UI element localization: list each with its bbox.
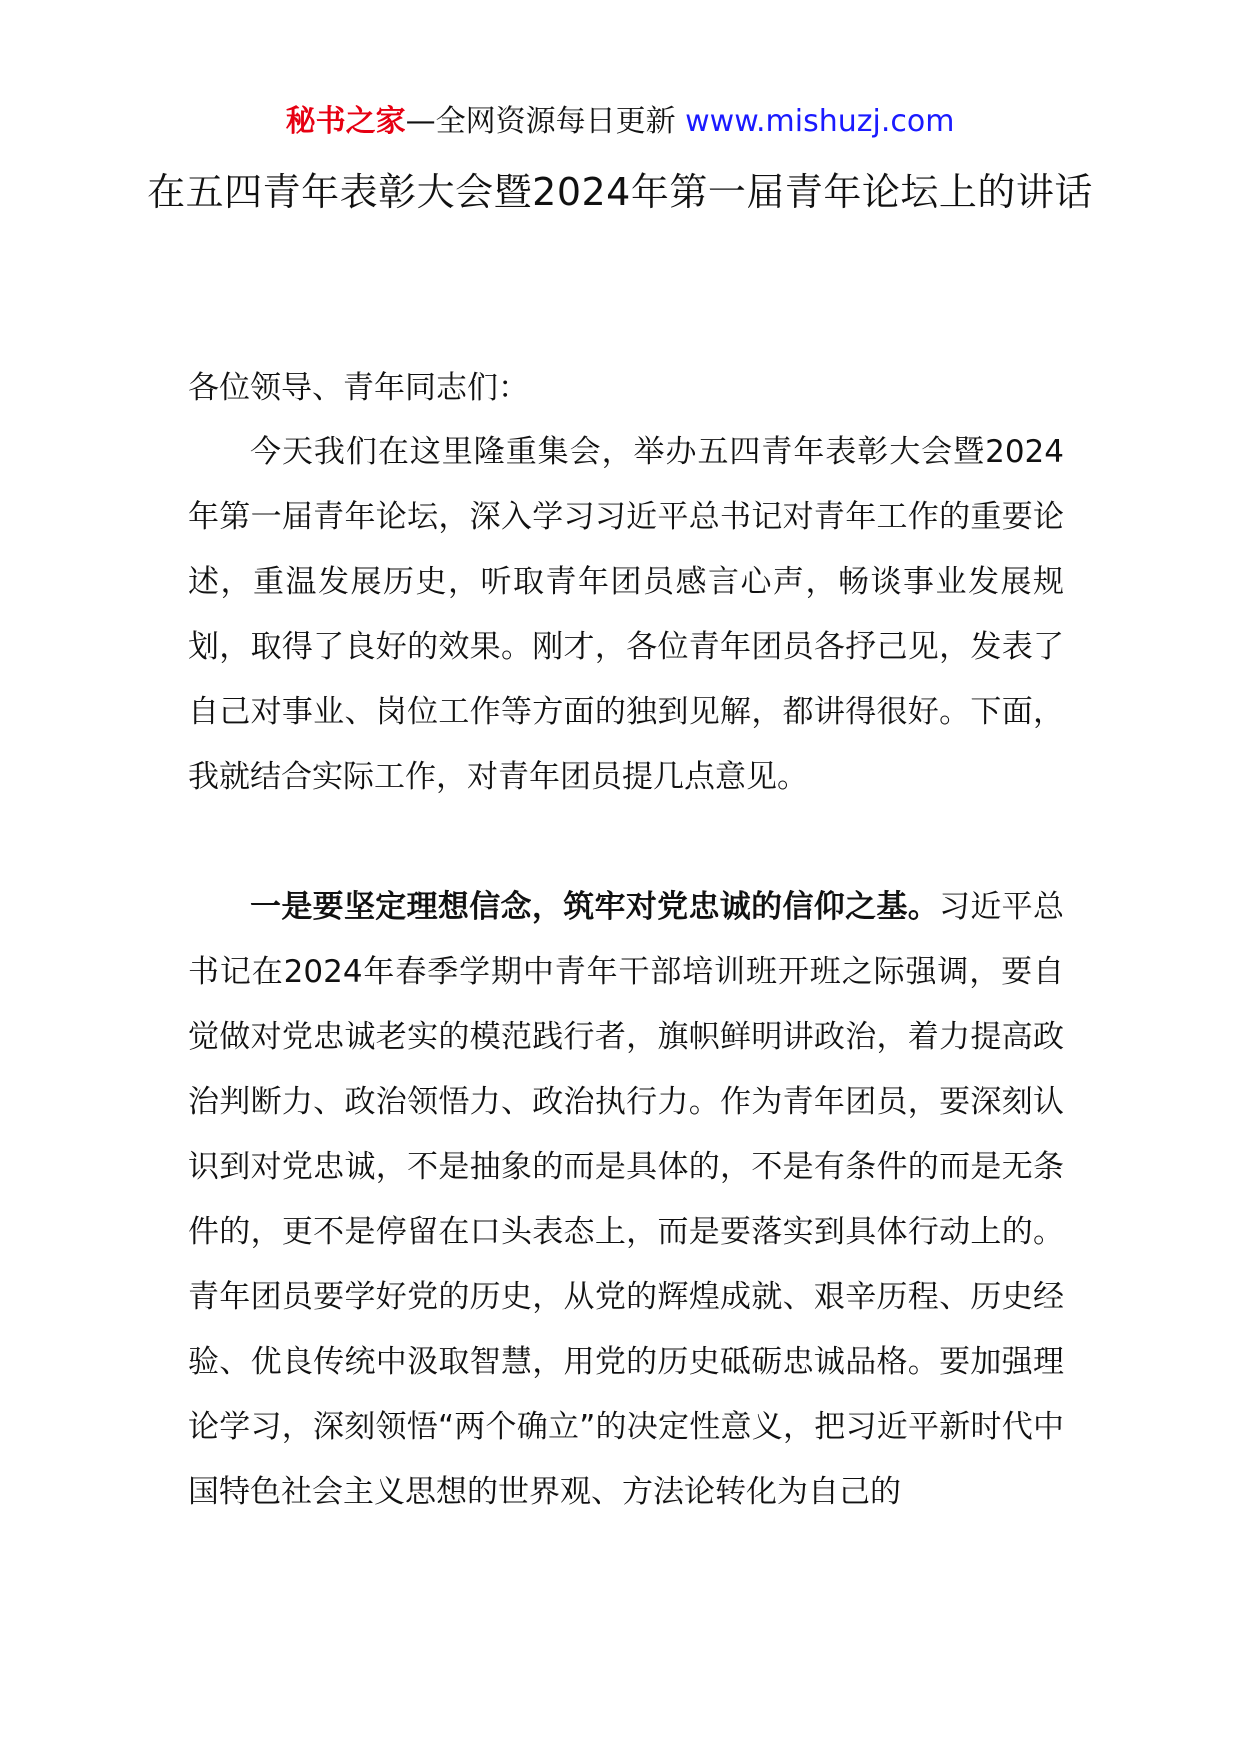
header-slogan: —全网资源每日更新 [405,104,686,139]
paragraph-2-lead: 一是要坚定理想信念，筑牢对党忠诚的信仰之基。 [250,889,940,925]
paragraph-2 [188,875,1064,1525]
paragraph-1 [188,420,1064,810]
paragraph-2-text: 习近平总书记在2024年春季学期中青年干部培训班开班之际强调，要自觉做对党忠诚老实的模范践行者，旗帜鲜明讲政治，着力提高政治判断力、政治领悟力、政治执行力。作为青年团员，要深刻认识到对党忠诚，不是抽象的而是具体的，不是有条件的而是无条件的，更不是停留在口头表态上，而是要落实到具体行动上的。青年团员要学好党的历史，从党的辉煌成就、艰辛历程、历史经验、优良传统中汲取智慧，用党的历史砥砺忠诚品格。要加强理论学习，深刻领悟“两个确立”的决定性意义，把习近平新时代中国特色社会主义思想的世界观、方法论转化为自己的 [188,889,1065,1510]
salutation: 各位领导、青年同志们： [188,370,529,406]
paragraph-1-text: 今天我们在这里隆重集会，举办五四青年表彰大会暨2024年第一届青年论坛，深入学习习近平总书记对青年工作的重要论述，重温发展历史，听取青年团员感言心声，畅谈事业发展规划，取得了良好的效果。刚才，各位青年团员各抒己见，发表了自己对事业、岗位工作等方面的独到见解，都讲得很好。下面，我就结合实际工作，对青年团员提几点意见。 [188,434,1064,795]
site-header [0,100,1240,144]
document-title: 在五四青年表彰大会暨2024年第一届青年论坛上的讲话 [147,170,1093,214]
site-url-link[interactable]: www.mishuzj.com [685,104,955,139]
brand-name: 秘书之家 [285,104,406,139]
